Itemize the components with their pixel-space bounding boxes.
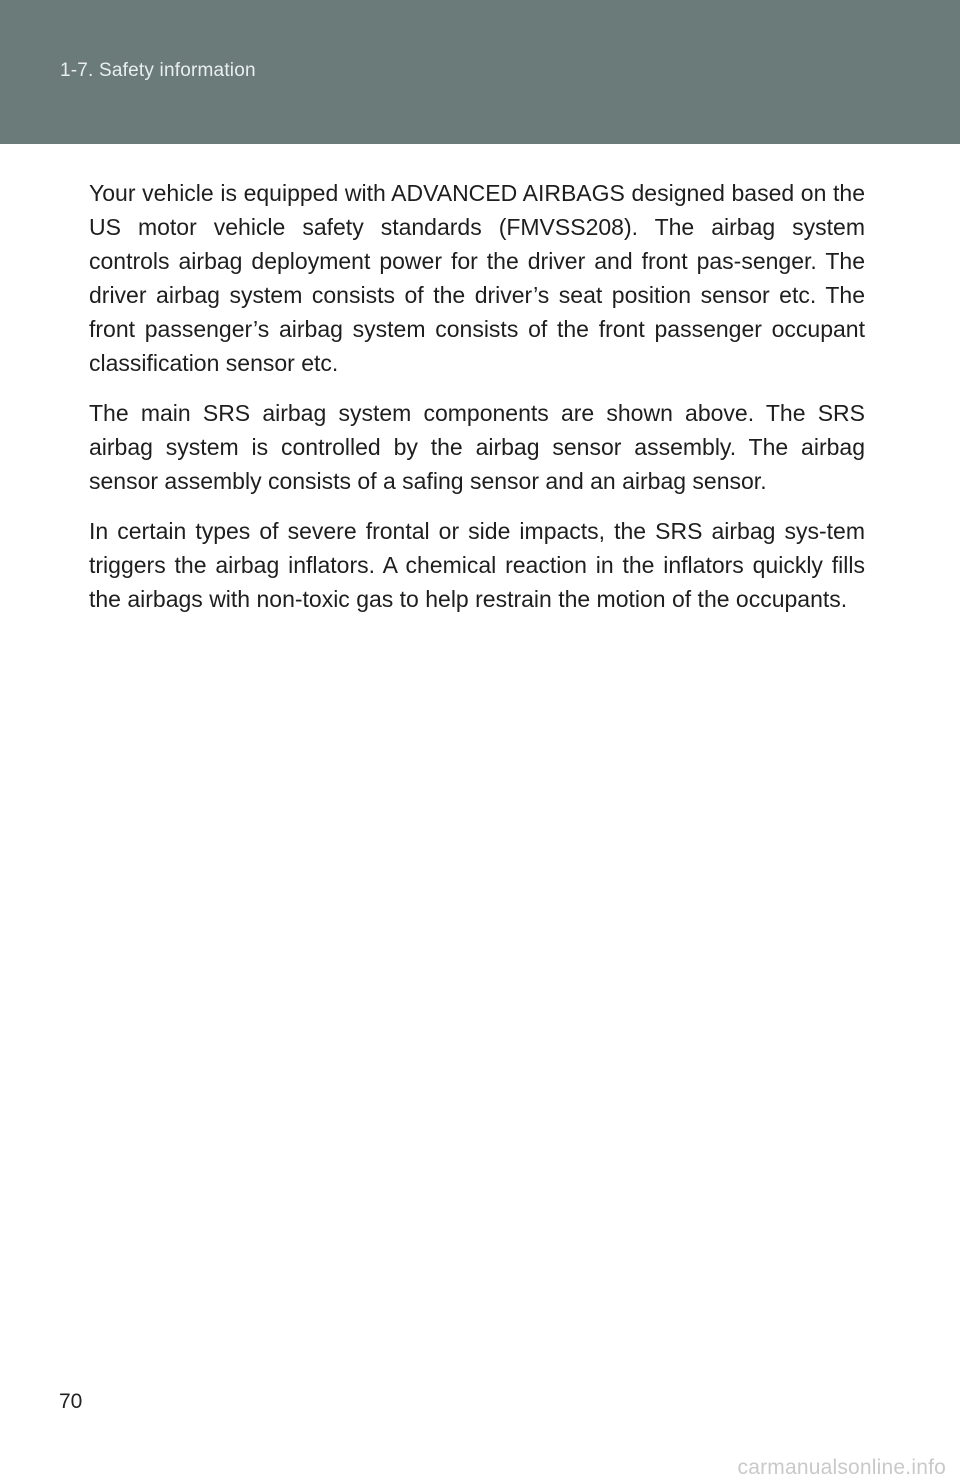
paragraph-advanced-airbags: Your vehicle is equipped with ADVANCED AIRBAGS designed based on the US motor vehicle safety standards (FMVSS208). The airbag system controls airbag deployment power for the driver and front pas-senger. The driver airbag system consists of the driver’s seat position sensor etc. The front passenger’s airbag system consists of the front passenger occupant classification sensor etc. [89,180,865,376]
paragraph-srs-components: The main SRS airbag system components are shown above. The SRS airbag system is controlled by the airbag sensor assembly. The airbag sensor assembly consists of a safing sensor and an airbag sensor. [89,400,865,494]
section-title: 1-7. Safety information [60,60,256,81]
watermark: carmanualsonline.info [737,1456,946,1479]
main-content [89,176,865,632]
paragraph-impact-deployment: In certain types of severe frontal or side impacts, the SRS airbag sys-tem triggers the airbag inflators. A chemical reaction in the inflators quickly fills the airbags with non-toxic gas to help restrain the motion of the occupants. [89,518,865,612]
page-number: 70 [59,1390,83,1413]
